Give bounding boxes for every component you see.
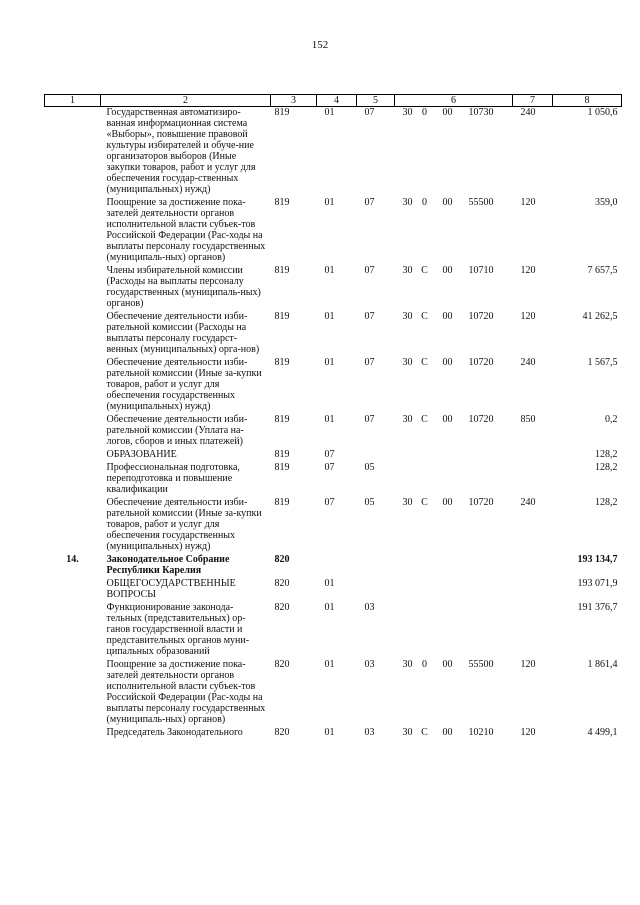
- row-csr-c: 00: [442, 311, 453, 322]
- row-csr-d: 55500: [468, 659, 494, 670]
- row-pr: [357, 449, 395, 462]
- row-vr: 120: [520, 659, 536, 670]
- row-sum: 193 134,7: [577, 554, 618, 565]
- row-gr: 820: [274, 554, 290, 565]
- row-number: [45, 602, 101, 659]
- row-csr-b: С: [421, 727, 428, 738]
- row-rz: 01: [324, 107, 335, 118]
- row-pr: 07: [364, 265, 375, 276]
- row-sum: 7 657,5: [587, 265, 618, 276]
- row-name: ОБРАЗОВАНИЕ: [106, 449, 177, 460]
- row-number: [45, 497, 101, 554]
- row-number: 14.: [66, 554, 79, 565]
- row-rz: 07: [324, 497, 335, 508]
- row-csr-d: 10710: [468, 265, 494, 276]
- row-name: ОБЩЕГОСУДАРСТВЕННЫЕ ВОПРОСЫ: [106, 578, 236, 600]
- row-rz: 01: [324, 311, 335, 322]
- row-gr: 819: [274, 414, 290, 425]
- row-csr-d: 10720: [468, 357, 494, 368]
- row-sum: 191 376,7: [577, 602, 618, 613]
- row-gr: 819: [274, 497, 290, 508]
- row-rz: 01: [324, 602, 335, 613]
- row-rz: 01: [324, 659, 335, 670]
- row-csr-d: [461, 578, 513, 602]
- row-gr: 819: [274, 357, 290, 368]
- row-name: Обеспечение деятельности изби-рательной комиссии (Иные за-купки товаров, работ и услуг для обеспечения государственных (муниципальных) нужд): [106, 497, 262, 552]
- row-number: [45, 414, 101, 449]
- row-csr-c: 00: [442, 357, 453, 368]
- header-cell: 6: [395, 95, 513, 107]
- row-csr-b: С: [421, 311, 428, 322]
- table-row: [45, 554, 622, 578]
- row-csr-c: 00: [442, 659, 453, 670]
- row-csr-b: [415, 578, 435, 602]
- row-csr-a: 30: [402, 357, 413, 368]
- row-sum: 1 567,5: [587, 357, 618, 368]
- table-row: [45, 727, 622, 740]
- row-gr: 819: [274, 107, 290, 118]
- row-name: Обеспечение деятельности изби-рательной комиссии (Расходы на выплаты персоналу государст-венных (муниципальных) орга-нов): [106, 311, 260, 355]
- row-vr: 240: [520, 107, 536, 118]
- row-csr-c: 00: [442, 197, 453, 208]
- row-name: Поощрение за достижение пока-зателей деятельности органов исполнительной власти субъек-тов Российской Федерации (Рас-ходы на выплаты персоналу государственных (муниципаль-ных) органов): [106, 197, 266, 263]
- row-sum: 128,2: [595, 449, 618, 460]
- row-sum: 4 499,1: [587, 727, 618, 738]
- row-gr: 820: [274, 727, 290, 738]
- row-sum: 1 050,6: [587, 107, 618, 118]
- row-pr: 07: [364, 357, 375, 368]
- row-gr: 819: [274, 462, 290, 473]
- row-sum: 128,2: [595, 497, 618, 508]
- row-sum: 128,2: [595, 462, 618, 473]
- row-pr: 07: [364, 311, 375, 322]
- row-csr-a: 30: [402, 265, 413, 276]
- row-name: Профессиональная подготовка, переподготовка и повышение квалификации: [106, 462, 240, 495]
- table-row: [45, 462, 622, 497]
- header-cell: 2: [101, 95, 271, 107]
- row-csr-c: [435, 554, 461, 578]
- table-row: [45, 449, 622, 462]
- row-name: Функционирование законода-тельных (представительных) ор-ганов государственной власти и представительных органов муни-ципальных образований: [106, 602, 250, 657]
- row-gr: 820: [274, 659, 290, 670]
- row-gr: 819: [274, 197, 290, 208]
- row-csr-a: 30: [402, 659, 413, 670]
- row-gr: 819: [274, 449, 290, 460]
- row-vr: [513, 578, 553, 602]
- row-csr-a: 30: [402, 107, 413, 118]
- page-number: 152: [311, 39, 329, 51]
- row-vr: [513, 449, 553, 462]
- row-csr-a: [395, 554, 415, 578]
- row-csr-d: 10720: [468, 497, 494, 508]
- row-rz: 07: [324, 449, 335, 460]
- row-csr-c: [435, 449, 461, 462]
- row-csr-d: [461, 554, 513, 578]
- row-sum: 0,2: [605, 414, 618, 425]
- row-pr: 05: [364, 462, 375, 473]
- row-sum: 41 262,5: [582, 311, 618, 322]
- row-csr-d: 10720: [468, 311, 494, 322]
- row-csr-c: [435, 602, 461, 659]
- table-row: [45, 659, 622, 727]
- row-pr: 07: [364, 197, 375, 208]
- row-number: [45, 462, 101, 497]
- row-number: [45, 357, 101, 414]
- row-vr: 240: [520, 497, 536, 508]
- header-row: [45, 95, 622, 107]
- row-csr-b: 0: [422, 107, 427, 118]
- table-row: [45, 497, 622, 554]
- row-rz: [317, 554, 357, 578]
- row-vr: [513, 602, 553, 659]
- header-cell: 3: [271, 95, 317, 107]
- table-row: [45, 578, 622, 602]
- table-row: [45, 107, 622, 198]
- row-vr: 120: [520, 197, 536, 208]
- row-csr-a: 30: [402, 727, 413, 738]
- row-csr-a: 30: [402, 497, 413, 508]
- row-vr: 120: [520, 311, 536, 322]
- row-pr: 07: [364, 414, 375, 425]
- row-pr: 03: [364, 727, 375, 738]
- row-csr-a: [395, 462, 415, 497]
- row-number: [45, 659, 101, 727]
- header-cell: 8: [553, 95, 622, 107]
- row-number: [45, 197, 101, 265]
- row-vr: 240: [520, 357, 536, 368]
- row-name: Обеспечение деятельности изби-рательной комиссии (Уплата на-логов, сборов и иных платежей): [106, 414, 248, 447]
- row-csr-c: [435, 462, 461, 497]
- row-csr-b: [415, 554, 435, 578]
- table-row: [45, 311, 622, 357]
- row-vr: 850: [520, 414, 536, 425]
- row-csr-d: [461, 602, 513, 659]
- table-row: [45, 197, 622, 265]
- row-rz: 01: [324, 265, 335, 276]
- row-csr-b: 0: [422, 659, 427, 670]
- row-csr-b: С: [421, 414, 428, 425]
- row-number: [45, 107, 101, 198]
- row-pr: 05: [364, 497, 375, 508]
- row-vr: 120: [520, 727, 536, 738]
- row-csr-c: 00: [442, 265, 453, 276]
- row-csr-b: [415, 602, 435, 659]
- table-row: [45, 357, 622, 414]
- row-vr: [513, 462, 553, 497]
- row-rz: 01: [324, 357, 335, 368]
- row-name: Государственная автоматизиро-ванная информационная система «Выборы», повышение правовой культуры избирателей и обуче-ние организаторов выборов (Иные закупки товаров, работ и услуг для обеспечения государ-ственных (муниципальных) нужд): [106, 107, 256, 195]
- row-gr: 820: [274, 602, 290, 613]
- row-pr: [357, 578, 395, 602]
- row-rz: 01: [324, 578, 335, 589]
- row-csr-a: 30: [402, 197, 413, 208]
- row-vr: 120: [520, 265, 536, 276]
- row-csr-b: [415, 462, 435, 497]
- row-number: [45, 311, 101, 357]
- row-csr-b: С: [421, 357, 428, 368]
- row-rz: 01: [324, 727, 335, 738]
- table-row: [45, 602, 622, 659]
- row-name: Председатель Законодательного: [106, 727, 243, 738]
- table-row: [45, 414, 622, 449]
- row-number: [45, 578, 101, 602]
- row-csr-d: [461, 449, 513, 462]
- row-csr-c: 00: [442, 414, 453, 425]
- row-rz: 01: [324, 197, 335, 208]
- row-pr: 03: [364, 659, 375, 670]
- budget-table: [44, 94, 622, 740]
- row-pr: 03: [364, 602, 375, 613]
- row-number: [45, 727, 101, 740]
- row-sum: 1 861,4: [587, 659, 618, 670]
- row-csr-c: 00: [442, 497, 453, 508]
- row-number: [45, 265, 101, 311]
- row-csr-a: 30: [402, 311, 413, 322]
- row-csr-a: 30: [402, 414, 413, 425]
- row-csr-d: [461, 462, 513, 497]
- budget-table-container: [44, 94, 621, 740]
- header-cell: 7: [513, 95, 553, 107]
- row-pr: 07: [364, 107, 375, 118]
- row-csr-d: 10730: [468, 107, 494, 118]
- row-gr: 819: [274, 311, 290, 322]
- header-cell: 5: [357, 95, 395, 107]
- header-cell: 1: [45, 95, 101, 107]
- row-vr: [513, 554, 553, 578]
- row-csr-c: 00: [442, 107, 453, 118]
- row-number: [45, 449, 101, 462]
- row-sum: 359,0: [595, 197, 618, 208]
- row-rz: 01: [324, 414, 335, 425]
- row-csr-a: [395, 578, 415, 602]
- row-gr: 819: [274, 265, 290, 276]
- row-rz: 07: [324, 462, 335, 473]
- row-gr: 820: [274, 578, 290, 589]
- row-csr-d: 55500: [468, 197, 494, 208]
- row-csr-d: 10720: [468, 414, 494, 425]
- row-csr-c: 00: [442, 727, 453, 738]
- row-csr-b: 0: [422, 197, 427, 208]
- row-csr-a: [395, 602, 415, 659]
- row-pr: [357, 554, 395, 578]
- row-csr-c: [435, 578, 461, 602]
- table-body: [45, 107, 622, 741]
- row-sum: 193 071,9: [577, 578, 618, 589]
- row-name: Законодательное Собрание Республики Карелия: [106, 554, 230, 576]
- table-row: [45, 265, 622, 311]
- row-csr-b: С: [421, 265, 428, 276]
- row-csr-b: [415, 449, 435, 462]
- row-csr-d: 10210: [468, 727, 494, 738]
- header-cell: 4: [317, 95, 357, 107]
- row-name: Обеспечение деятельности изби-рательной комиссии (Иные за-купки товаров, работ и услуг для обеспечения государственных (муниципальных) нужд): [106, 357, 262, 412]
- row-name: Члены избирательной комиссии (Расходы на выплаты персоналу государственных (муниципаль-ных) органов): [106, 265, 261, 309]
- row-csr-a: [395, 449, 415, 462]
- row-csr-b: С: [421, 497, 428, 508]
- row-name: Поощрение за достижение пока-зателей деятельности органов исполнительной власти субъек-тов Российской Федерации (Рас-ходы на выплаты персоналу государственных (муниципаль-ных) органов): [106, 659, 266, 725]
